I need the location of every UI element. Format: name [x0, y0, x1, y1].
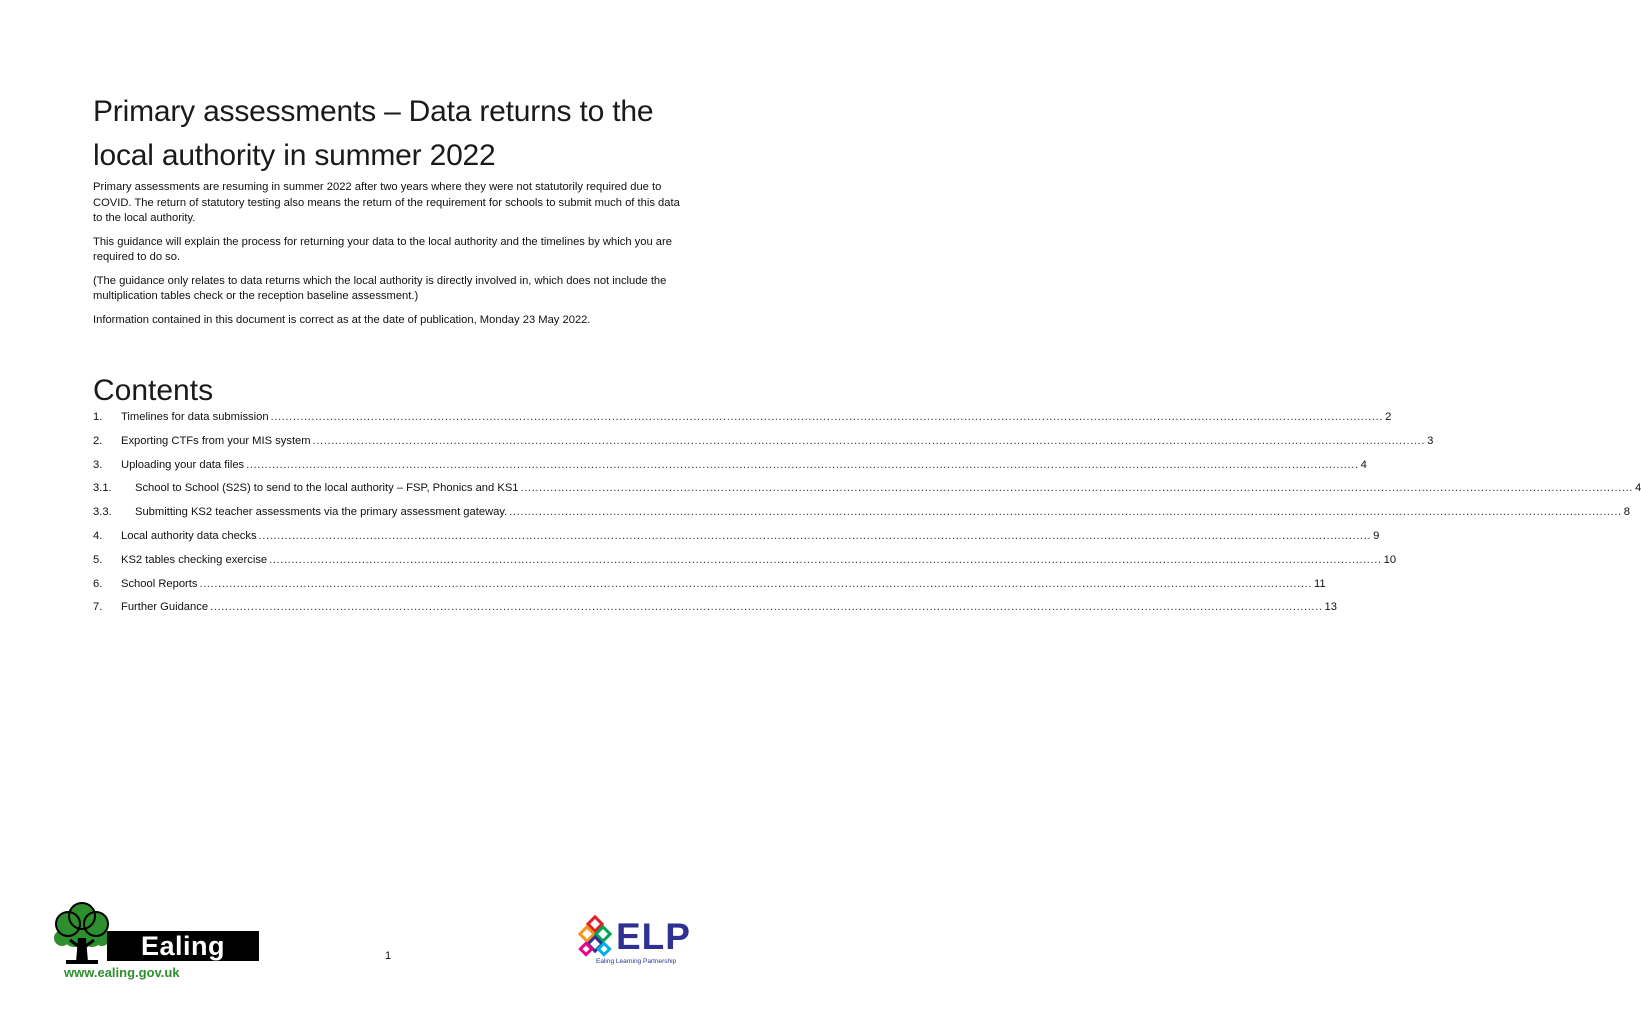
- toc-entry[interactable]: [93, 434, 1434, 459]
- toc-page-number: 11: [1313, 577, 1326, 590]
- toc-number: 3.3.: [93, 506, 112, 519]
- toc-leader: ............................................................................................................................................................................................................................................................................................................: [210, 601, 1323, 614]
- ealing-wordmark: Ealing: [107, 931, 259, 961]
- toc-number: 1.: [93, 411, 103, 423]
- elp-knot-icon: [578, 917, 614, 959]
- toc-page-number: 2: [1385, 411, 1392, 423]
- toc-entry[interactable]: [93, 553, 1397, 578]
- ealing-logo: [52, 902, 225, 987]
- toc-text: Exporting CTFs from your MIS system: [121, 434, 311, 447]
- ealing-website-link[interactable]: www.ealing.gov.uk: [64, 965, 180, 980]
- toc-leader: ............................................................................................................................................................................................................................................................................................................: [520, 482, 1633, 495]
- toc-number: 4.: [93, 529, 103, 542]
- toc-leader: ............................................................................................................................................................................................................................................................................................................: [270, 411, 1384, 423]
- intro-paragraph: This guidance will explain the process for returning your data to the local authority and the timelines by which you are required to do so.: [93, 235, 672, 263]
- toc-entry[interactable]: [93, 506, 1630, 530]
- toc-number: 3.: [93, 458, 103, 471]
- toc-page-number: 13: [1324, 601, 1337, 614]
- document-title: Primary assessments – Data returns to the local authority in summer 2022: [93, 95, 654, 172]
- elp-wordmark: ELP: [616, 916, 691, 957]
- toc-entry[interactable]: [93, 601, 1337, 625]
- page-number: 1: [385, 950, 392, 962]
- intro-paragraph: Information contained in this document is correct as at the date of publication, Monday 23 May 2022.: [93, 313, 591, 326]
- toc-number: 3.1.: [93, 482, 112, 495]
- toc-text: School to School (S2S) to send to the local authority – FSP, Phonics and KS1: [135, 482, 519, 495]
- toc-leader: ............................................................................................................................................................................................................................................................................................................: [269, 553, 1382, 566]
- toc-entry[interactable]: [93, 529, 1380, 554]
- toc-text: Local authority data checks: [121, 529, 257, 542]
- toc-number: 6.: [93, 577, 103, 590]
- toc-leader: ............................................................................................................................................................................................................................................................................................................: [246, 458, 1359, 471]
- toc-entry[interactable]: [93, 411, 1392, 435]
- toc-text: Submitting KS2 teacher assessments via the primary assessment gateway.: [135, 506, 508, 519]
- toc-leader: ............................................................................................................................................................................................................................................................................................................: [258, 529, 1372, 542]
- toc-entry[interactable]: [93, 458, 1367, 483]
- toc-text: Further Guidance: [121, 601, 209, 614]
- intro-section: [93, 180, 683, 336]
- toc-text: School Reports: [121, 577, 198, 590]
- toc-page-number: 4: [1635, 482, 1641, 495]
- table-of-contents: [93, 411, 1641, 625]
- toc-number: 7.: [93, 601, 103, 614]
- contents-heading: Contents: [93, 374, 214, 407]
- toc-leader: ............................................................................................................................................................................................................................................................................................................: [509, 506, 1622, 519]
- elp-logo: [578, 915, 708, 970]
- toc-leader: ............................................................................................................................................................................................................................................................................................................: [312, 434, 1426, 447]
- toc-text: KS2 tables checking exercise: [121, 553, 268, 566]
- ealing-tree-icon: [52, 902, 112, 964]
- toc-page-number: 10: [1383, 553, 1397, 566]
- intro-paragraph: (The guidance only relates to data returns which the local authority is directly involved in, which does not include the multiplication tables check or the reception baseline assessment.): [93, 274, 667, 302]
- toc-text: Uploading your data files: [121, 458, 245, 471]
- toc-number: 2.: [93, 434, 103, 447]
- toc-leader: ............................................................................................................................................................................................................................................................................................................: [199, 577, 1312, 590]
- toc-page-number: 9: [1373, 529, 1380, 542]
- intro-paragraph: Primary assessments are resuming in summer 2022 after two years where they were not statutorily required due to COVID. The return of statutory testing also means the return of the requirement for schools to submit much of this data to the local authority.: [93, 181, 680, 224]
- toc-text: Timelines for data submission: [121, 411, 269, 423]
- toc-page-number: 4: [1360, 458, 1367, 471]
- toc-page-number: 8: [1623, 506, 1630, 519]
- toc-entry[interactable]: [93, 577, 1326, 602]
- elp-full-name: Ealing Learning Partnership: [596, 958, 677, 965]
- toc-page-number: 3: [1427, 434, 1434, 447]
- toc-entry[interactable]: [93, 482, 1641, 506]
- toc-number: 5.: [93, 553, 103, 566]
